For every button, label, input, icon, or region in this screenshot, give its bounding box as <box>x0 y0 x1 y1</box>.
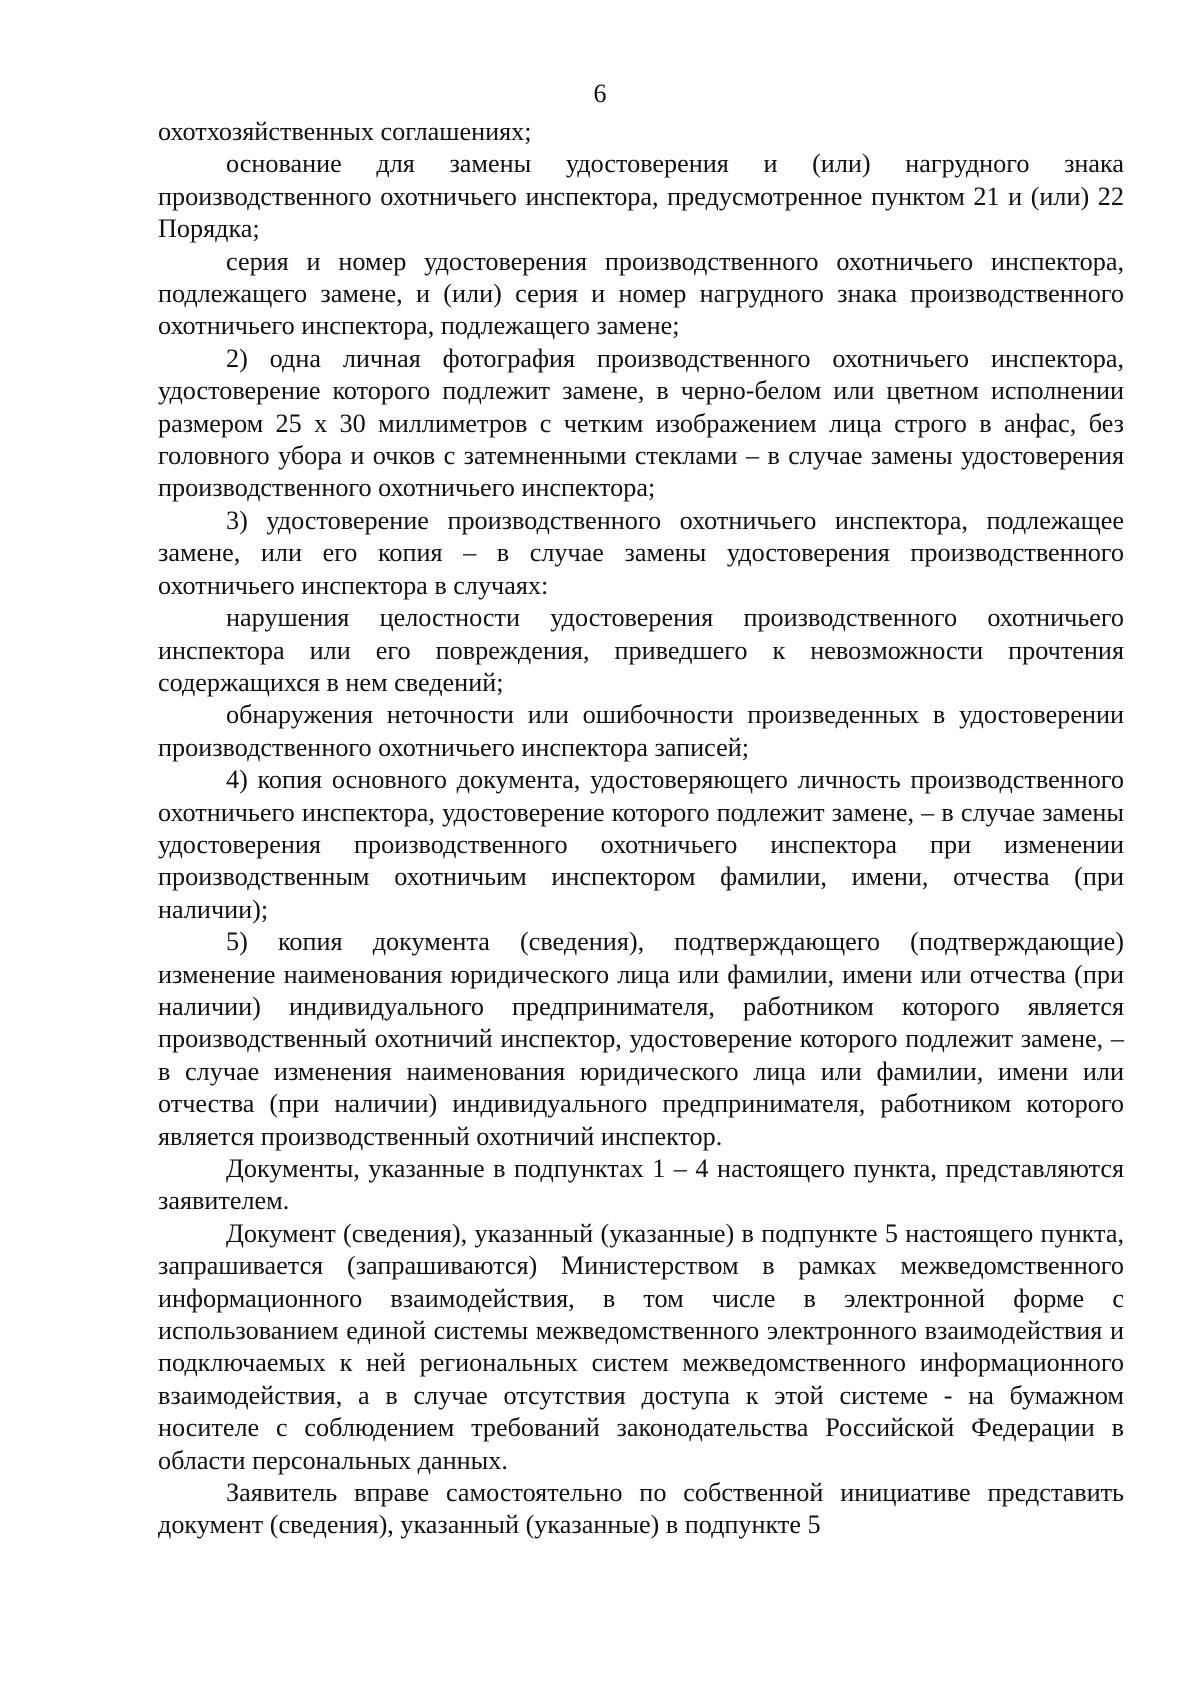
paragraph: серия и номер удостоверения производственного охотничьего инспектора, подлежащего замене, и (или) серия и номер нагрудного знака производственного охотничьего инспектора, подлежащего замене; <box>158 246 1124 341</box>
paragraph: Заявитель вправе самостоятельно по собственной инициативе представить документ (сведения), указанный (указанные) в подпункте 5 <box>158 1478 1124 1540</box>
paragraph: 3) удостоверение производственного охотничьего инспектора, подлежащее замене, или его копия – в случае замены удостоверения производственного охотничьего инспектора в случаях: <box>158 505 1124 600</box>
paragraph: нарушения целостности удостоверения производственного охотничьего инспектора или его повреждения, приведшего к невозможности прочтения содержащихся в нем сведений; <box>158 603 1124 697</box>
paragraph: 2) одна личная фотография производственного охотничьего инспектора, удостоверение которого подлежит замене, в черно-белом или цветном исполнении размером 25 х 30 миллиметров с четким изображением лица строго в анфас, без головного убора и очков с затемненными стеклами – в случае замены удостоверения производственного охотничьего инспектора; <box>158 343 1124 503</box>
paragraph: охотхозяйственных соглашениях; <box>158 117 532 146</box>
page-number: 6 <box>593 79 607 108</box>
paragraph: обнаружения неточности или ошибочности произведенных в удостоверении производственного охотничьего инспектора записей; <box>158 700 1124 762</box>
paragraph: Документы, указанные в подпунктах 1 – 4 настоящего пункта, представляются заявителем. <box>158 1154 1124 1216</box>
paragraph: Документ (сведения), указанный (указанные) в подпункте 5 настоящего пункта, запрашивается (запрашиваются) Министерством в рамках межведомственного информационного взаимодействия, в том числе в электронной форме с использованием единой системы межведомственного электронного взаимодействия и подключаемых к ней региональных систем межведомственного информационного взаимодействия, а в случае отсутствия доступа к этой системе - на бумажном носителе с соблюдением требований законодательства Российской Федерации в области персональных данных. <box>158 1218 1124 1475</box>
paragraph: основание для замены удостоверения и (или) нагрудного знака производственного охотничьего инспектора, предусмотренное пунктом 21 и (или) 22 Порядка; <box>158 149 1124 244</box>
paragraph: 4) копия основного документа, удостоверяющего личность производственного охотничьего инспектора, удостоверение которого подлежит замене, – в случае замены удостоверения производственного охотничьего инспектора при изменении производственным охотничьим инспектором фамилии, имени, отчества (при наличии); <box>158 765 1124 924</box>
paragraph: 5) копия документа (сведения), подтверждающего (подтверждающие) изменение наименования юридического лица или фамилии, имени или отчества (при наличии) индивидуального предпринимателя, работником которого является производственный охотничий инспектор, удостоверение которого подлежит замене, – в случае изменения наименования юридического лица или фамилии, имени или отчества (при наличии) индивидуального предпринимателя, работником которого является производственный охотничий инспектор. <box>158 927 1124 1151</box>
document-body <box>158 116 1124 1542</box>
